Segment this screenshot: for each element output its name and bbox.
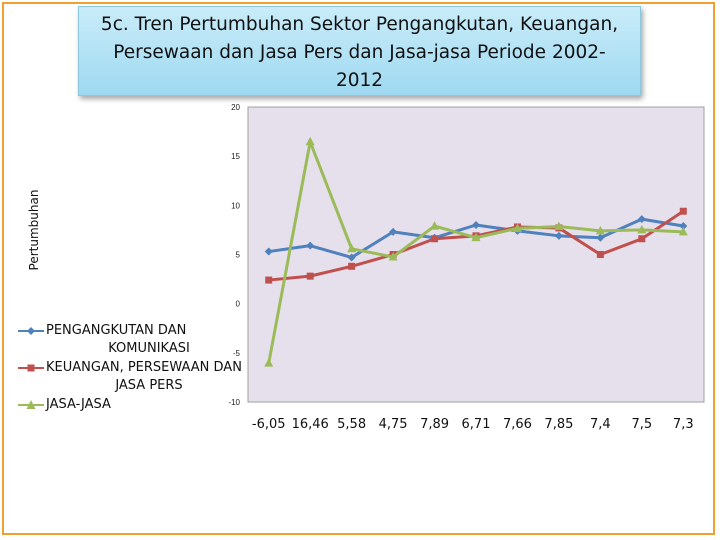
y-tick-label: -10 [228,398,240,407]
legend-item [16,396,252,414]
y-tick-label: -5 [232,348,240,358]
y-axis-label-text: Pertumbuhan [26,189,41,271]
legend-item [16,322,252,358]
data-table-label: 16,46 [291,417,329,432]
series-2-point [348,263,355,270]
legend-key-2 [16,359,46,375]
data-table-label: 7,3 [672,417,694,432]
legend-label [46,396,252,414]
data-table-label: 7,89 [420,417,450,432]
series-2-point [307,273,314,280]
legend-key-3 [16,396,46,412]
series-2-point [431,235,438,242]
plot-area [248,107,704,402]
legend-label-line: KEUANGAN, PERSEWAAN DAN [46,360,242,375]
legend-label-line: JASA PERS [115,378,183,393]
chart-title-line-2: Persewaan dan Jasa Pers dan Jasa-jasa Periode 2002- [113,42,606,63]
data-table-label: 7,4 [590,417,611,432]
series-2-point [680,208,687,215]
y-tick-label: 15 [231,152,240,162]
y-tick-label: 0 [235,299,240,309]
y-tick-label: 10 [231,201,240,211]
legend-label-line: PENGANGKUTAN DAN [46,323,187,338]
series-2-point [638,235,645,242]
data-table-label: 5,58 [337,417,367,432]
legend-label [46,322,252,358]
series-2-point [597,251,604,258]
data-table-label: 4,75 [378,417,408,432]
data-table-label: 7,85 [544,417,574,432]
data-table-label: 6,71 [461,417,491,432]
y-tick-label: 5 [235,250,240,260]
data-table-label: 7,66 [502,417,532,432]
chart-title-line-3: 2012 [335,70,384,91]
legend-key-1 [16,322,46,338]
series-2-point [265,277,272,284]
legend-label-line: JASA-JASA [46,397,111,412]
legend-label [46,359,252,395]
legend-label-line: KOMUNIKASI [108,341,190,356]
chart-title-line-1: 5c. Tren Pertumbuhan Sektor Pengangkutan, Keuangan, [100,14,619,35]
legend-item [16,359,252,395]
y-tick-label: 20 [231,103,240,112]
chart-legend [16,322,252,415]
data-table-label: -6,05 [251,417,286,432]
data-table-label: 7,5 [631,417,653,432]
